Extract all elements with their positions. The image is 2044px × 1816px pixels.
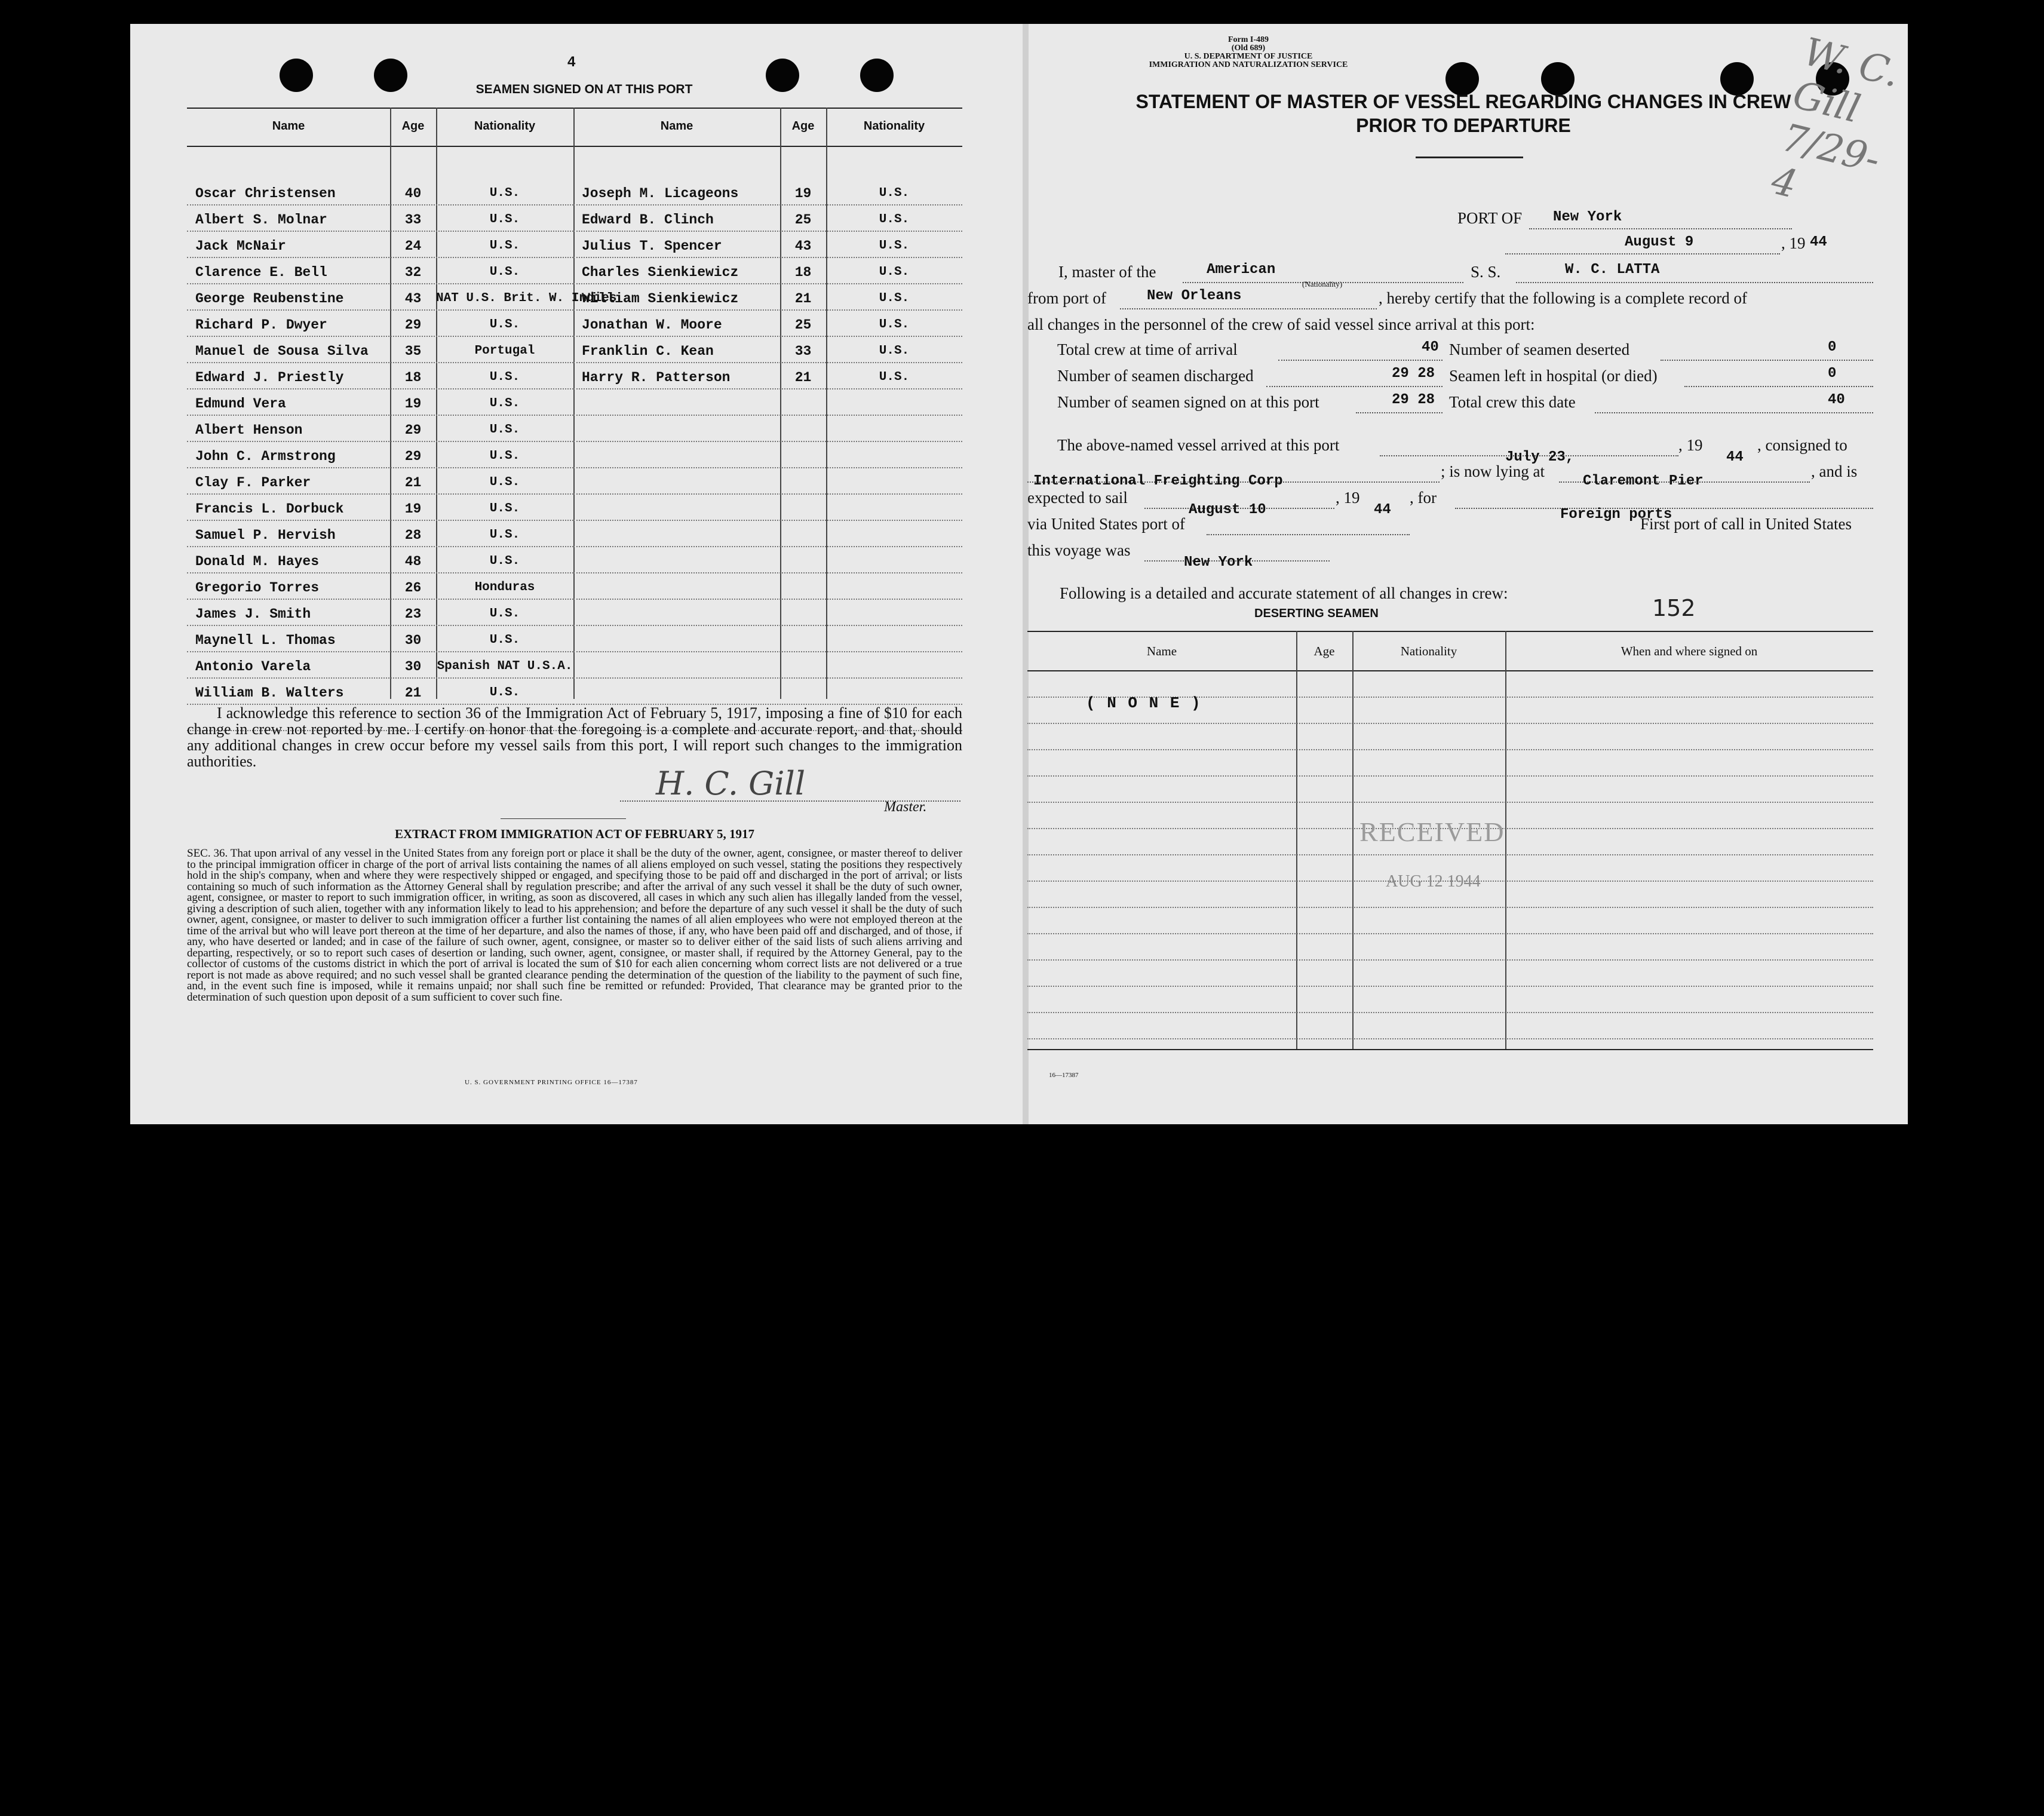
page-number: 4 [567, 54, 576, 70]
seaman-age: 29 [404, 422, 422, 438]
column-header-age: Age [791, 119, 815, 133]
table-row [187, 417, 573, 443]
seaman-name: Jonathan W. Moore [582, 317, 722, 333]
acknowledgement-text: I acknowledge this reference to section 36 of the Immigration Act of February 5, 1917, imposing a fine of $10 for each change in crew not reported by me. I certify on honor that the foregoing is a complete and accurate report, and that, should any additional changes in crew occur before my vessel sails from this port, I will report such changes to the immigration authorities. [187, 704, 962, 770]
form-footer: 16—17387 [1049, 1072, 1079, 1079]
stat-discharged-label: Number of seamen discharged [1057, 367, 1254, 385]
seaman-age: 28 [404, 527, 422, 543]
seaman-age: 40 [404, 186, 422, 201]
nationality-hint: (Nationality) [1302, 280, 1343, 289]
seaman-nationality: U.S. [489, 502, 520, 516]
ship-name: W. C. LATTA [1565, 262, 1660, 278]
column-header-age: Age [401, 119, 425, 133]
seaman-nationality: U.S. [879, 239, 910, 253]
seaman-nationality: Portugal [474, 344, 535, 358]
seaman-nationality: Honduras [474, 581, 535, 594]
table-row [573, 364, 962, 391]
seaman-nationality: U.S. [879, 344, 910, 358]
seaman-name: William B. Walters [195, 685, 344, 701]
seaman-nationality: U.S. [489, 686, 520, 700]
stat-signed-on-value: 29 28 [1392, 392, 1435, 408]
table-row [573, 180, 962, 207]
seaman-name: Julius T. Spencer [582, 238, 722, 254]
table-row [187, 286, 617, 312]
table-row [187, 680, 573, 706]
punch-hole [860, 59, 894, 92]
seaman-name: Charles Sienkiewicz [582, 265, 739, 280]
seaman-nationality: U.S. [489, 213, 520, 226]
sail-year-prefix: , 19 [1336, 489, 1360, 507]
seaman-age: 24 [404, 238, 422, 254]
from-port-value: New Orleans [1147, 288, 1242, 304]
seaman-age: 18 [404, 370, 422, 385]
following-text: Following is a detailed and accurate statement of all changes in crew: [1060, 584, 1508, 602]
service: IMMIGRATION AND NATURALIZATION SERVICE [1149, 60, 1348, 69]
seaman-name: Edward J. Priestly [195, 370, 344, 385]
arrived-year-prefix: , 19 [1678, 436, 1703, 454]
seaman-nationality: U.S. [879, 370, 910, 384]
arrived-date: July 23, [1505, 449, 1575, 465]
seaman-age: 25 [794, 212, 812, 228]
seaman-name: William Sienkiewicz [582, 291, 739, 306]
seaman-age: 21 [794, 291, 812, 306]
seaman-age: 19 [794, 186, 812, 201]
lying-at-label: ; is now lying at [1441, 462, 1545, 480]
form-header [1087, 36, 1410, 69]
seaman-age: 29 [404, 317, 422, 333]
and-is-label: , and is [1811, 462, 1858, 480]
table-row [187, 443, 573, 470]
seaman-name: Clarence E. Bell [195, 265, 327, 280]
port-of-value: New York [1553, 209, 1622, 225]
seaman-age: 21 [794, 370, 812, 385]
seaman-name: Edmund Vera [195, 396, 286, 412]
desert-col-nationality: Nationality [1400, 644, 1457, 658]
punch-hole [280, 59, 313, 92]
seaman-nationality: U.S. [879, 213, 910, 226]
seaman-age: 19 [404, 396, 422, 412]
printing-office: U. S. GOVERNMENT PRINTING OFFICE 16—17387 [465, 1079, 638, 1086]
seaman-nationality: U.S. [489, 554, 520, 568]
seaman-nationality: U.S. [489, 265, 520, 279]
seaman-age: 43 [404, 291, 422, 306]
column-header-name: Name [272, 119, 305, 133]
deserting-seamen-title: DESERTING SEAMEN [1254, 607, 1379, 620]
seaman-nationality: U.S. [489, 476, 520, 489]
desert-col-signed-on: When and where signed on [1621, 644, 1758, 658]
seaman-name: Albert Henson [195, 422, 303, 438]
seaman-nationality: U.S. [489, 633, 520, 647]
seaman-name: Clay F. Parker [195, 475, 311, 490]
from-port-label: from port of [1027, 289, 1106, 307]
stat-hospital-label: Seamen left in hospital (or died) [1449, 367, 1658, 385]
seaman-name: Franklin C. Kean [582, 343, 714, 359]
desert-col-name: Name [1146, 644, 1177, 658]
seaman-age: 21 [404, 685, 422, 701]
seaman-nationality: U.S. [489, 318, 520, 332]
stat-deserted-label: Number of seamen deserted [1449, 340, 1630, 358]
form-title [1123, 90, 1804, 137]
arrived-label: The above-named vessel arrived at this port [1057, 436, 1340, 454]
arrived-year: 44 [1726, 449, 1744, 465]
seaman-age: 21 [404, 475, 422, 490]
handwritten-note: W. C. Gill 7/29-4 [1767, 30, 1904, 208]
stat-signed-on-label: Number of seamen signed on at this port [1057, 393, 1319, 411]
stat-discharged-value: 29 28 [1392, 366, 1435, 382]
table-row [187, 548, 573, 575]
left-page [130, 24, 1026, 1124]
destination: Foreign ports [1560, 507, 1672, 523]
seaman-name: Edward B. Clinch [582, 212, 714, 228]
table-row [187, 601, 573, 627]
table-row [187, 522, 573, 548]
table-row [187, 627, 573, 654]
seaman-name: Manuel de Sousa Silva [195, 343, 369, 359]
seaman-name: John C. Armstrong [195, 449, 336, 464]
master-of-label: I, master of the [1058, 263, 1156, 281]
form-number: Form I-489 [1227, 35, 1269, 44]
year-prefix: , 19 [1781, 234, 1806, 252]
sail-date: August 10 [1189, 502, 1266, 518]
department: U. S. DEPARTMENT OF JUSTICE [1184, 52, 1313, 61]
master-signature: H. C. Gill [656, 765, 806, 802]
ss-label: S. S. [1471, 263, 1501, 281]
table-row [573, 259, 962, 286]
table-row [573, 338, 962, 364]
seaman-nationality: Spanish NAT U.S.A. [437, 659, 573, 673]
seaman-age: 30 [404, 633, 422, 648]
table-row [187, 391, 573, 417]
seaman-name: Samuel P. Hervish [195, 527, 336, 543]
sail-year: 44 [1374, 502, 1391, 518]
seaman-name: Jack McNair [195, 238, 286, 254]
table-row [187, 180, 573, 207]
for-label: , for [1410, 489, 1437, 507]
expected-sail-label: expected to sail [1027, 489, 1128, 507]
seaman-nationality: U.S. [879, 292, 910, 305]
seaman-name: Maynell L. Thomas [195, 633, 336, 648]
seaman-age: 30 [404, 659, 422, 674]
stat-total-arrival-label: Total crew at time of arrival [1057, 340, 1238, 358]
right-page [1027, 24, 1908, 1124]
seaman-age: 18 [794, 265, 812, 280]
table-row [573, 286, 962, 312]
seaman-name: Joseph M. Licageons [582, 186, 739, 201]
seaman-nationality: NAT U.S. Brit. W. Indies [436, 292, 617, 305]
seaman-age: 25 [794, 317, 812, 333]
received-stamp: RECEIVED [1359, 817, 1505, 847]
seaman-nationality: U.S. [489, 449, 520, 463]
seaman-nationality: U.S. [489, 186, 520, 200]
form-old-number: (Old 689) [1231, 44, 1266, 53]
table-row [187, 233, 573, 259]
stat-total-arrival-value: 40 [1422, 339, 1439, 355]
seaman-age: 19 [404, 501, 422, 517]
table-row [187, 364, 573, 391]
via-port-label: via United States port of [1027, 515, 1185, 533]
stat-total-today-value: 40 [1828, 392, 1845, 408]
table-row [573, 207, 962, 233]
received-stamp-date: AUG 12 1944 [1386, 872, 1481, 891]
voyage-value: New York [1184, 554, 1253, 570]
seaman-nationality: U.S. [489, 528, 520, 542]
seaman-age: 33 [404, 212, 422, 228]
seaman-nationality: U.S. [879, 318, 910, 332]
seaman-nationality: U.S. [489, 397, 520, 410]
form-title-line1: STATEMENT OF MASTER OF VESSEL REGARDING CHANGES IN CREW [1135, 91, 1791, 112]
seaman-name: Francis L. Dorbuck [195, 501, 344, 517]
seaman-nationality: U.S. [879, 186, 910, 200]
stat-deserted-value: 0 [1828, 339, 1837, 355]
seaman-nationality: U.S. [489, 607, 520, 621]
table-row [187, 338, 573, 364]
stat-hospital-value: 0 [1828, 366, 1837, 382]
seaman-name: Oscar Christensen [195, 186, 336, 201]
seaman-nationality: U.S. [489, 239, 520, 253]
seaman-nationality: U.S. [489, 423, 520, 437]
table-row [187, 654, 573, 680]
table-row [187, 312, 573, 338]
table-row [187, 496, 573, 522]
first-port-label: First port of call in United States [1640, 515, 1852, 533]
vessel-nationality: American [1207, 262, 1276, 278]
seaman-name: Richard P. Dwyer [195, 317, 327, 333]
column-header-nationality: Nationality [863, 119, 925, 133]
seaman-name: Donald M. Hayes [195, 554, 320, 569]
table-row [573, 312, 962, 338]
seaman-nationality: U.S. [489, 370, 520, 384]
signed-on-title: SEAMEN SIGNED ON AT THIS PORT [475, 82, 693, 96]
voyage-label: this voyage was [1027, 541, 1131, 559]
document-scan [130, 24, 1908, 1124]
all-changes-text: all changes in the personnel of the crew of said vessel since arrival at this port: [1027, 315, 1535, 333]
report-date: August 9 [1625, 234, 1694, 250]
extract-text: SEC. 36. That upon arrival of any vessel in the United States from any foreign port or place it shall be the duty of the owner, agent, consignee, or master thereof to deliver to the principal immigration officer in charge of the port of arrival lists containing the names of all aliens employed on such vessel, stating the positions they respectively hold in the ship's company, when and where they were respectively shipped or engaged, and specifying those to be paid off and discharged in the port of arrival; or lists containing so much of such information as the Attorney General shall by regulation prescribe; and after the arrival of any such vessel it shall be the duty of such owner, agent, consignee, or master to report to such immigration officer, in writing, as soon as discovered, all cases in which any such alien has illegally landed from the vessel, giving a description of such alien, together with any information likely to lead to his apprehension; and before the departure of any such vessel it shall be the duty of such owner, agent, consignee, or master to deliver to such immigration officer a further list containing the names of all alien employees who were not employed thereon at the time of the arrival but who will leave port thereon at the time of her departure, and also the names of those, if any, who have been paid off and discharged, and of those, if any, who have deserted or landed; and in case of the failure of such owner, agent, consignee, or master so to deliver either of the said lists of such aliens arriving and departing, respectively, or so to report such cases of desertion or landing, such owner, agent, consignee, or master shall, if required by the Attorney General, pay to the collector of customs of the customs district in which the port of arrival is located the sum of $10 for each alien concerning whom correct lists are not delivered or a true report is not made as above required; and no such vessel shall be granted clearance pending the determination of the question of the liability to the payment of such fine, and, in the event such fine is imposed, while it remains unpaid; nor shall such fine be remitted or refunded: Provided, That clearance may be granted prior to the determination of such question upon deposit of a sum sufficient to cover such fine. [187, 847, 962, 1004]
seaman-age: 29 [404, 449, 422, 464]
seaman-nationality: U.S. [879, 265, 910, 279]
seaman-age: 23 [404, 606, 422, 622]
desert-col-age: Age [1313, 644, 1335, 658]
stat-total-today-label: Total crew this date [1449, 393, 1576, 411]
seaman-age: 35 [404, 343, 422, 359]
extract-title: EXTRACT FROM IMMIGRATION ACT OF FEBRUARY 5, 1917 [394, 827, 755, 841]
seaman-name: Antonio Varela [195, 659, 311, 674]
stamp-number: 152 [1652, 595, 1696, 621]
table-row [187, 470, 573, 496]
report-year: 44 [1810, 234, 1827, 250]
seaman-name: Albert S. Molnar [195, 212, 327, 228]
seaman-age: 48 [404, 554, 422, 569]
none-entry: ( N O N E ) [1086, 694, 1202, 712]
table-row [187, 207, 573, 233]
seaman-name: George Reubenstine [195, 291, 344, 306]
seaman-age: 32 [404, 265, 422, 280]
seaman-age: 43 [794, 238, 812, 254]
seaman-age: 26 [404, 580, 422, 596]
seaman-age: 33 [794, 343, 812, 359]
seaman-name: Gregorio Torres [195, 580, 320, 596]
seaman-name: James J. Smith [195, 606, 311, 622]
table-row [187, 259, 573, 286]
table-row [187, 575, 573, 601]
master-label: Master. [884, 799, 927, 815]
column-header-nationality: Nationality [474, 119, 536, 133]
table-row [573, 233, 962, 259]
consigned-label: , consigned to [1757, 436, 1847, 454]
lying-at-value: Claremont Pier [1583, 473, 1704, 489]
form-title-line2: PRIOR TO DEPARTURE [1356, 115, 1571, 136]
seaman-name: Harry R. Patterson [582, 370, 731, 385]
consignee: International Freighting Corp [1033, 473, 1283, 489]
port-of-label: PORT OF [1457, 209, 1523, 227]
certify-text: , hereby certify that the following is a complete record of [1379, 289, 1748, 307]
column-header-name: Name [660, 119, 693, 133]
